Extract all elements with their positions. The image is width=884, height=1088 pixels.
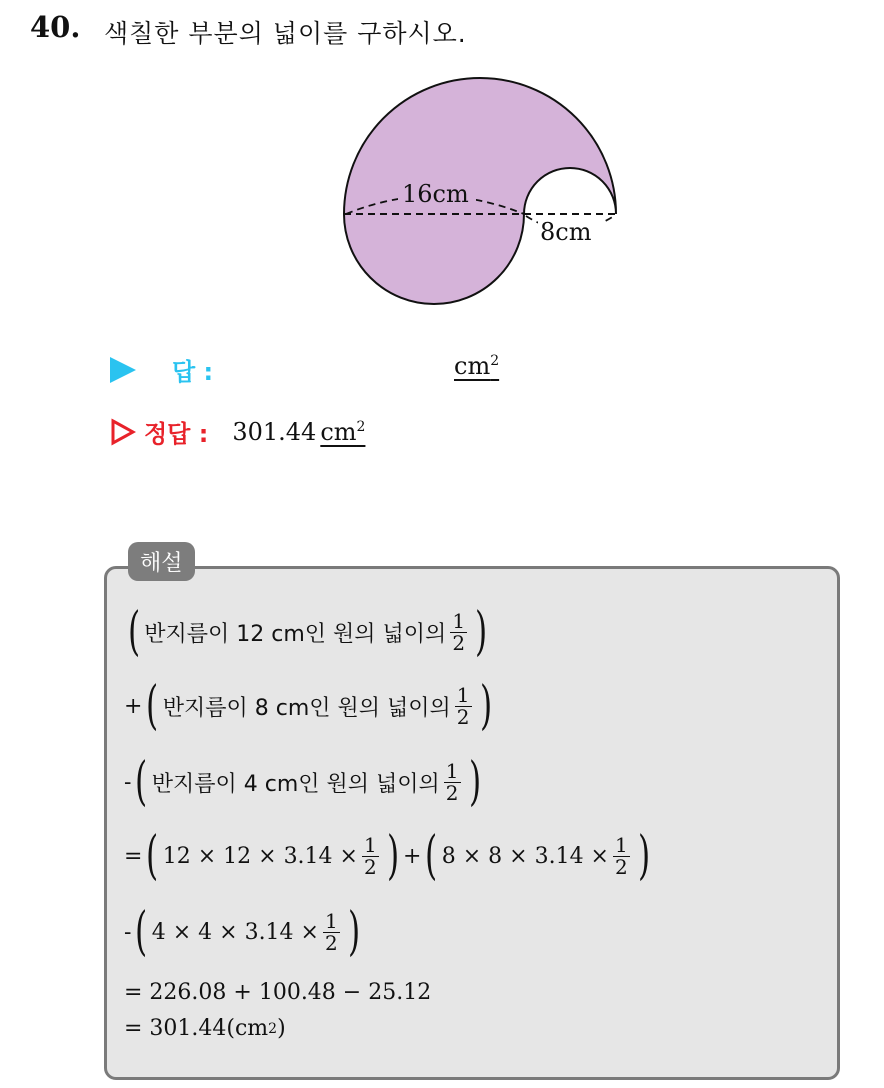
exp-line-5-a: 4 × 4 × 3.14 × — [151, 919, 319, 945]
exp-line-7-text: = 301.44(cm — [124, 1016, 269, 1041]
answer-input-row — [110, 352, 213, 387]
question-number: 40. — [30, 10, 81, 44]
close-paren: ) — [386, 826, 399, 886]
frac-den: 2 — [363, 854, 377, 879]
fraction-half — [362, 832, 379, 879]
exp-line-6 — [124, 980, 431, 1005]
exp-line-4-b: 8 × 8 × 3.14 × — [441, 843, 609, 869]
frac-num: 1 — [324, 908, 338, 933]
exp-line-4 — [124, 826, 654, 886]
open-paren: ( — [135, 752, 148, 812]
exp-line-3 — [124, 752, 485, 812]
answer-label: 답 : — [172, 358, 214, 386]
exp-line-6-text: = 226.08 + 100.48 − 25.12 — [124, 980, 432, 1005]
exp-line-1 — [124, 602, 491, 662]
correct-answer-label: 정답 : — [144, 420, 209, 448]
label-8cm: 8cm — [540, 218, 592, 246]
frac-num: 1 — [615, 832, 628, 857]
open-paren: ( — [146, 676, 159, 736]
correct-answer-unit — [320, 418, 365, 446]
close-paren: ) — [637, 826, 650, 886]
shaded-region — [344, 78, 616, 304]
frac-num: 1 — [456, 682, 470, 707]
unit-superscript: 2 — [490, 353, 500, 369]
open-paren: ( — [135, 902, 148, 962]
exp-line-3-text: 반지름이 4 cm인 원의 넓이의 — [151, 771, 440, 797]
frac-num: 1 — [363, 832, 377, 857]
exp-line-5 — [124, 902, 364, 962]
exp-line-5-op: - — [124, 919, 132, 945]
frac-den: 2 — [615, 854, 628, 879]
fraction-half — [613, 832, 630, 879]
exp-line-4-plus: + — [403, 843, 422, 869]
close-paren: ) — [475, 602, 488, 662]
exp-line-4-op: = — [124, 843, 143, 869]
correct-unit-text: cm — [320, 417, 357, 446]
fraction-half — [323, 908, 340, 955]
exp-line-7-close: ) — [277, 1016, 286, 1041]
frac-num: 1 — [445, 758, 459, 783]
close-paren: ) — [468, 752, 481, 812]
exp-line-2-op: + — [124, 693, 143, 719]
label-16cm: 16cm — [402, 180, 469, 208]
correct-answer-row — [110, 414, 365, 449]
answer-unit-text: cm — [454, 352, 491, 380]
correct-unit-sup: 2 — [356, 418, 366, 435]
answer-unit-blank[interactable] — [454, 352, 499, 380]
fraction-half — [450, 608, 467, 655]
fraction-half — [455, 682, 472, 729]
question-text: 색칠한 부분의 넓이를 구하시오. — [104, 19, 467, 48]
open-paren: ( — [425, 826, 438, 886]
exp-line-2-text: 반지름이 8 cm인 원의 넓이의 — [162, 695, 451, 721]
shaded-figure — [330, 60, 630, 324]
close-paren: ) — [479, 676, 492, 736]
frac-den: 2 — [445, 780, 459, 805]
open-paren: ( — [146, 826, 159, 886]
frac-den: 2 — [456, 704, 470, 729]
exp-line-1-text: 반지름이 12 cm인 원의 넓이의 — [144, 621, 447, 647]
play-icon — [110, 357, 136, 383]
outline-play-icon — [110, 418, 136, 446]
exp-line-3-op: - — [124, 769, 132, 795]
exp-line-2 — [124, 676, 496, 736]
explanation-tag: 해설 — [128, 542, 195, 581]
exp-line-7 — [124, 1016, 286, 1041]
frac-den: 2 — [452, 630, 466, 655]
close-paren: ) — [347, 902, 360, 962]
fraction-half — [444, 758, 461, 805]
frac-num: 1 — [452, 608, 466, 633]
correct-answer-value: 301.44 — [232, 417, 317, 446]
open-paren: ( — [128, 602, 141, 662]
exp-line-4-a: 12 × 12 × 3.14 × — [162, 843, 358, 869]
exp-line-7-sup: 2 — [268, 1020, 278, 1037]
figure-svg — [330, 60, 630, 320]
frac-den: 2 — [324, 930, 338, 955]
